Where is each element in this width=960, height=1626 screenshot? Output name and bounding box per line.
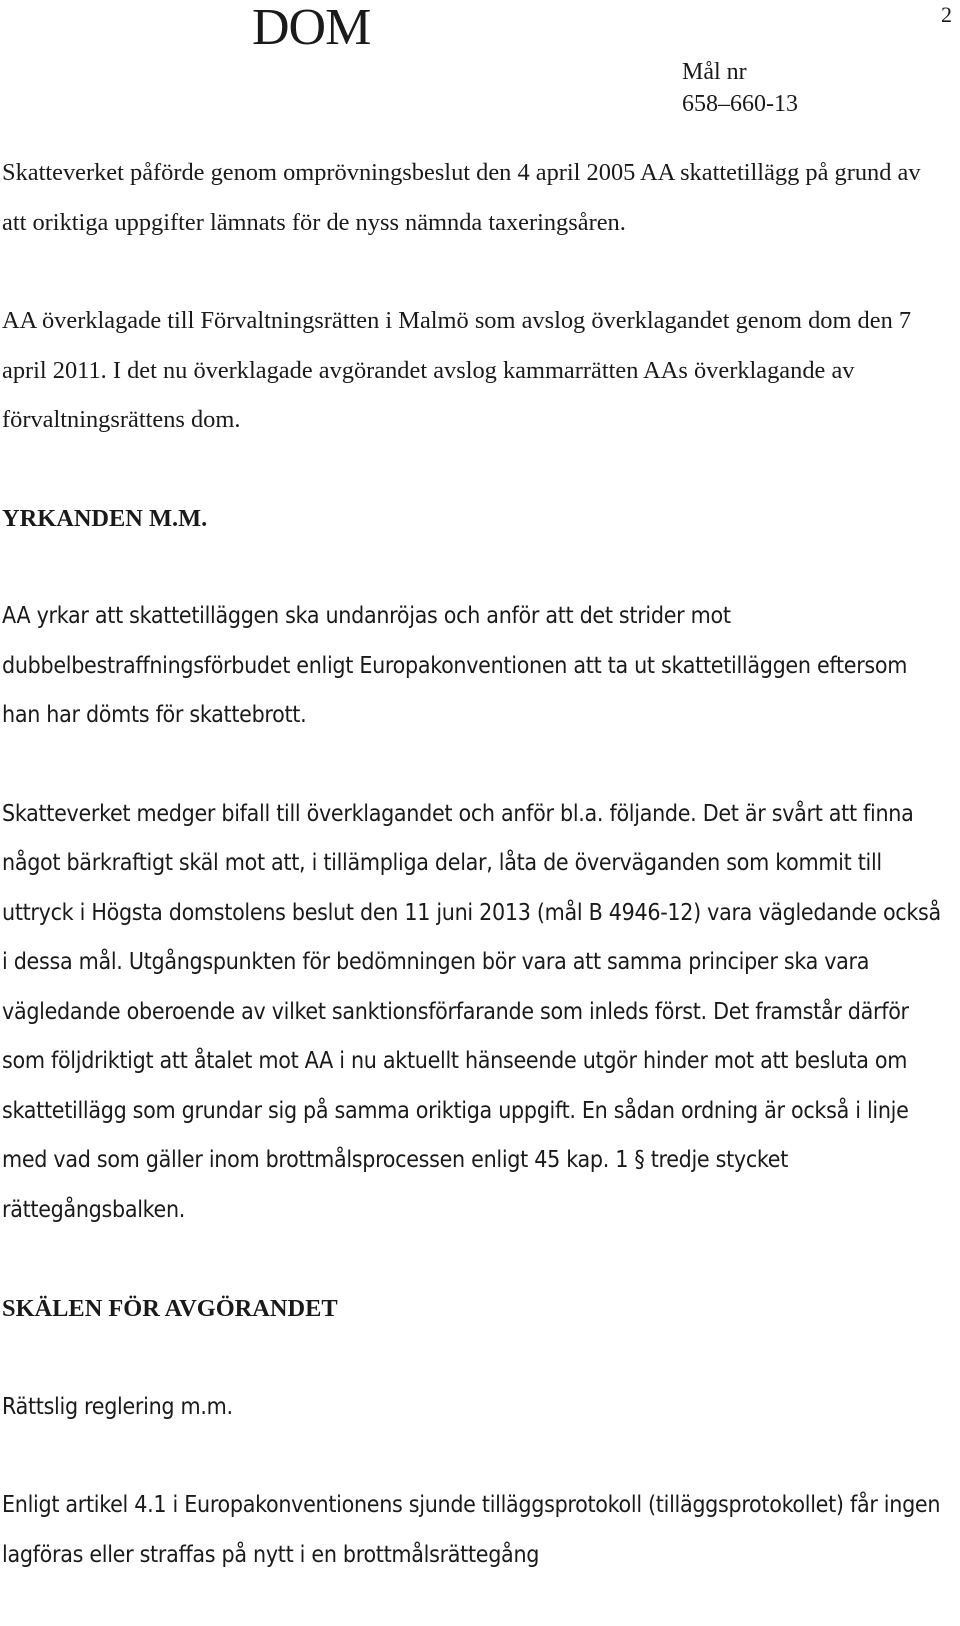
paragraph-appeal-history: AA överklagade till Förvaltningsrätten i Malmö som avslog överklagandet genom dom den 7 april 2011. I det nu överklagade avgörandet avslog kammarrätten AAs överklagande av förvaltningsrättens dom. [2,307,912,433]
case-number-label: Mål nr [682,59,747,85]
paragraph-article-4-1: Enligt artikel 4.1 i Europakonventionens sjunde tilläggsprotokoll (tilläggsprotokollet) får ingen lagföras eller straffas på nytt i en brottmålsrättegång [2,1492,941,1568]
case-number: 658–660-13 [682,91,798,117]
section-heading-reasons: SKÄLEN FÖR AVGÖRANDET [2,1295,338,1322]
paragraph-tax-surcharge: Skatteverket påförde genom omprövningsbeslut den 4 april 2005 AA skattetillägg på grund av att oriktiga uppgifter lämnats för de nyss nämnda taxeringsåren. [2,159,921,236]
subheading-legal-regulation: Rättslig reglering m.m. [2,1393,233,1420]
section-heading-claims: YRKANDEN M.M. [2,504,208,532]
document-type-title: DOM [252,0,371,56]
paragraph-tax-agency-position: Skatteverket medger bifall till överklagandet och anför bl.a. följande. Det är svårt att finna något bärkraftigt skäl mot att, i tillämpliga delar, låta de överväganden som kommit till uttryck i Högsta domstolens beslut den 11 juni 2013 (mål B 4946-12) vara vägledande också i dessa mål. Utgångspunkten för bedömningen bör vara att samma principer ska vara vägledande oberoende av vilket sanktionsförfarande som inleds först. Det framstår därför som följdriktigt att åtalet mot AA i nu aktuellt hänseende utgör hinder mot att besluta om skattetillägg som grundar sig på samma oriktiga uppgift. En sådan ordning är också i linje med vad som gäller inom brottmålsprocessen enligt 45 kap. 1 § tredje stycket rättegångsbalken. [2,800,941,1223]
document-body [2,148,950,1580]
page-number: 2 [941,2,952,27]
paragraph-claim-aa: AA yrkar att skattetilläggen ska undanröjas och anför att det strider mot dubbelbestraffningsförbudet enligt Europakonventionen att ta ut skattetilläggen eftersom han har dömts för skattebrott. [2,603,908,728]
